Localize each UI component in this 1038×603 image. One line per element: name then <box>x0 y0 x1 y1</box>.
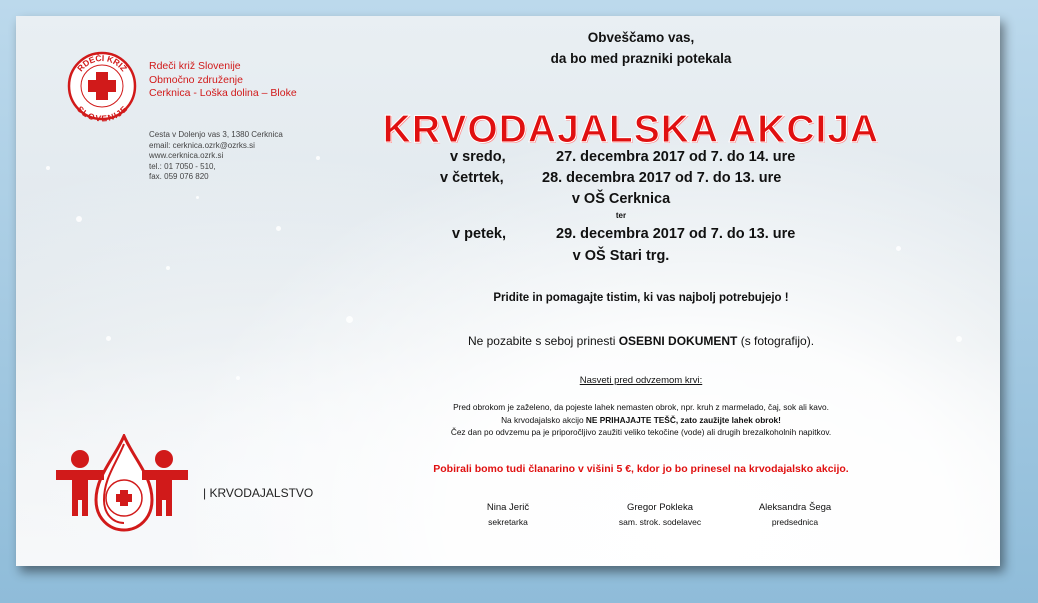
org-line: Cerknica - Loška dolina – Bloke <box>149 87 297 99</box>
organization-contact <box>149 130 283 183</box>
snowflake <box>196 196 199 199</box>
blood-donation-logo <box>54 434 189 534</box>
tip-bold: NE PRIHAJAJTE TEŠČ, zato zaužijte lahek obrok! <box>585 414 781 425</box>
location-2: v OŠ Stari trg. <box>572 248 670 264</box>
snowflake <box>316 156 320 160</box>
date-row-2 <box>440 170 781 186</box>
document-reminder <box>351 334 931 348</box>
tip-line: Pred obrokom je zaželeno, da pojeste lahek nemasten obrok, npr. kruh z marmelado, čaj, sok ali kavo. <box>453 402 829 412</box>
signer-title: predsednica <box>771 517 819 527</box>
date-row-1 <box>450 149 795 165</box>
date-day: v četrtek, <box>440 170 504 186</box>
signature-3 <box>730 500 860 530</box>
snowflake <box>76 216 82 222</box>
email: email: cerknica.ozrk@ozrks.si <box>149 140 255 150</box>
date-day: v petek, <box>452 226 506 242</box>
org-line: Rdeči križ Slovenije <box>149 60 241 72</box>
fax: fax. 059 076 820 <box>149 172 209 181</box>
logo-text-bottom: SLOVENIJE <box>75 104 129 122</box>
membership-fee-note: Pobirali bomo tudi članarino v višini 5 €, kdor jo bo prinesel na krvodajalsko akcijo. <box>433 463 849 475</box>
address: Cesta v Dolenjo vas 3, 1380 Cerknica <box>149 130 283 139</box>
snowflake <box>166 266 170 270</box>
signature-1 <box>443 500 573 530</box>
reminder-bold: OSEBNI DOKUMENT <box>618 334 738 348</box>
snowflake <box>276 226 281 231</box>
intro-line-1: Obveščamo vas, <box>587 30 695 45</box>
reminder-text: (s fotografijo). <box>737 334 815 348</box>
snowflake <box>956 336 962 342</box>
signer-name: Gregor Pokleka <box>626 502 693 513</box>
tips-body <box>351 401 931 439</box>
organization-name <box>149 60 297 101</box>
snowflake <box>46 166 50 170</box>
logo-text-top: RDEČI KRIŽ <box>75 52 130 74</box>
tip-line: Čez dan po odvzemu pa je priporočljivo zaužiti veliko tekočine (vode) ali drugih brezalkoholnih napitkov. <box>450 427 832 437</box>
website: www.cerknica.ozrk.si <box>149 151 224 160</box>
snowflake <box>236 376 240 380</box>
signature-2 <box>595 500 725 530</box>
date-when: 28. decembra 2017 od 7. do 13. ure <box>542 170 782 186</box>
date-when: 27. decembra 2017 od 7. do 14. ure <box>556 149 796 165</box>
call-to-action: Pridite in pomagajte tistim, ki vas najbolj potrebujejo ! <box>493 292 789 304</box>
red-cross-logo <box>66 50 138 122</box>
date-row-3 <box>452 226 795 242</box>
signer-name: Aleksandra Šega <box>758 502 832 513</box>
tip-text: Na krvodajalsko akcijo <box>501 414 586 425</box>
date-day: v sredo, <box>450 149 506 165</box>
org-line: Območno združenje <box>149 73 243 86</box>
date-when: 29. decembra 2017 od 7. do 13. ure <box>556 226 796 242</box>
location-1: v OŠ Cerknica <box>571 191 671 207</box>
krvodajalstvo-label: | KRVODAJALSTVO <box>203 486 314 500</box>
signer-name: Nina Jerič <box>486 502 530 513</box>
intro-line-2: da bo med prazniki potekala <box>550 51 732 66</box>
tip-line <box>351 414 931 427</box>
tips-heading: Nasveti pred odvzemom krvi: <box>579 375 703 386</box>
conjunction-ter: ter <box>615 211 627 220</box>
signer-title: sam. strok. sodelavec <box>618 517 702 527</box>
headline: KRVODAJALSKA AKCIJA <box>382 108 880 151</box>
reminder-text: Ne pozabite s seboj prinesti <box>467 334 619 348</box>
signer-title: sekretarka <box>488 517 528 527</box>
phone: tel.: 01 7050 - 510, <box>149 161 216 171</box>
poster <box>16 16 1000 566</box>
snowflake <box>346 316 353 323</box>
snowflake <box>106 336 111 341</box>
